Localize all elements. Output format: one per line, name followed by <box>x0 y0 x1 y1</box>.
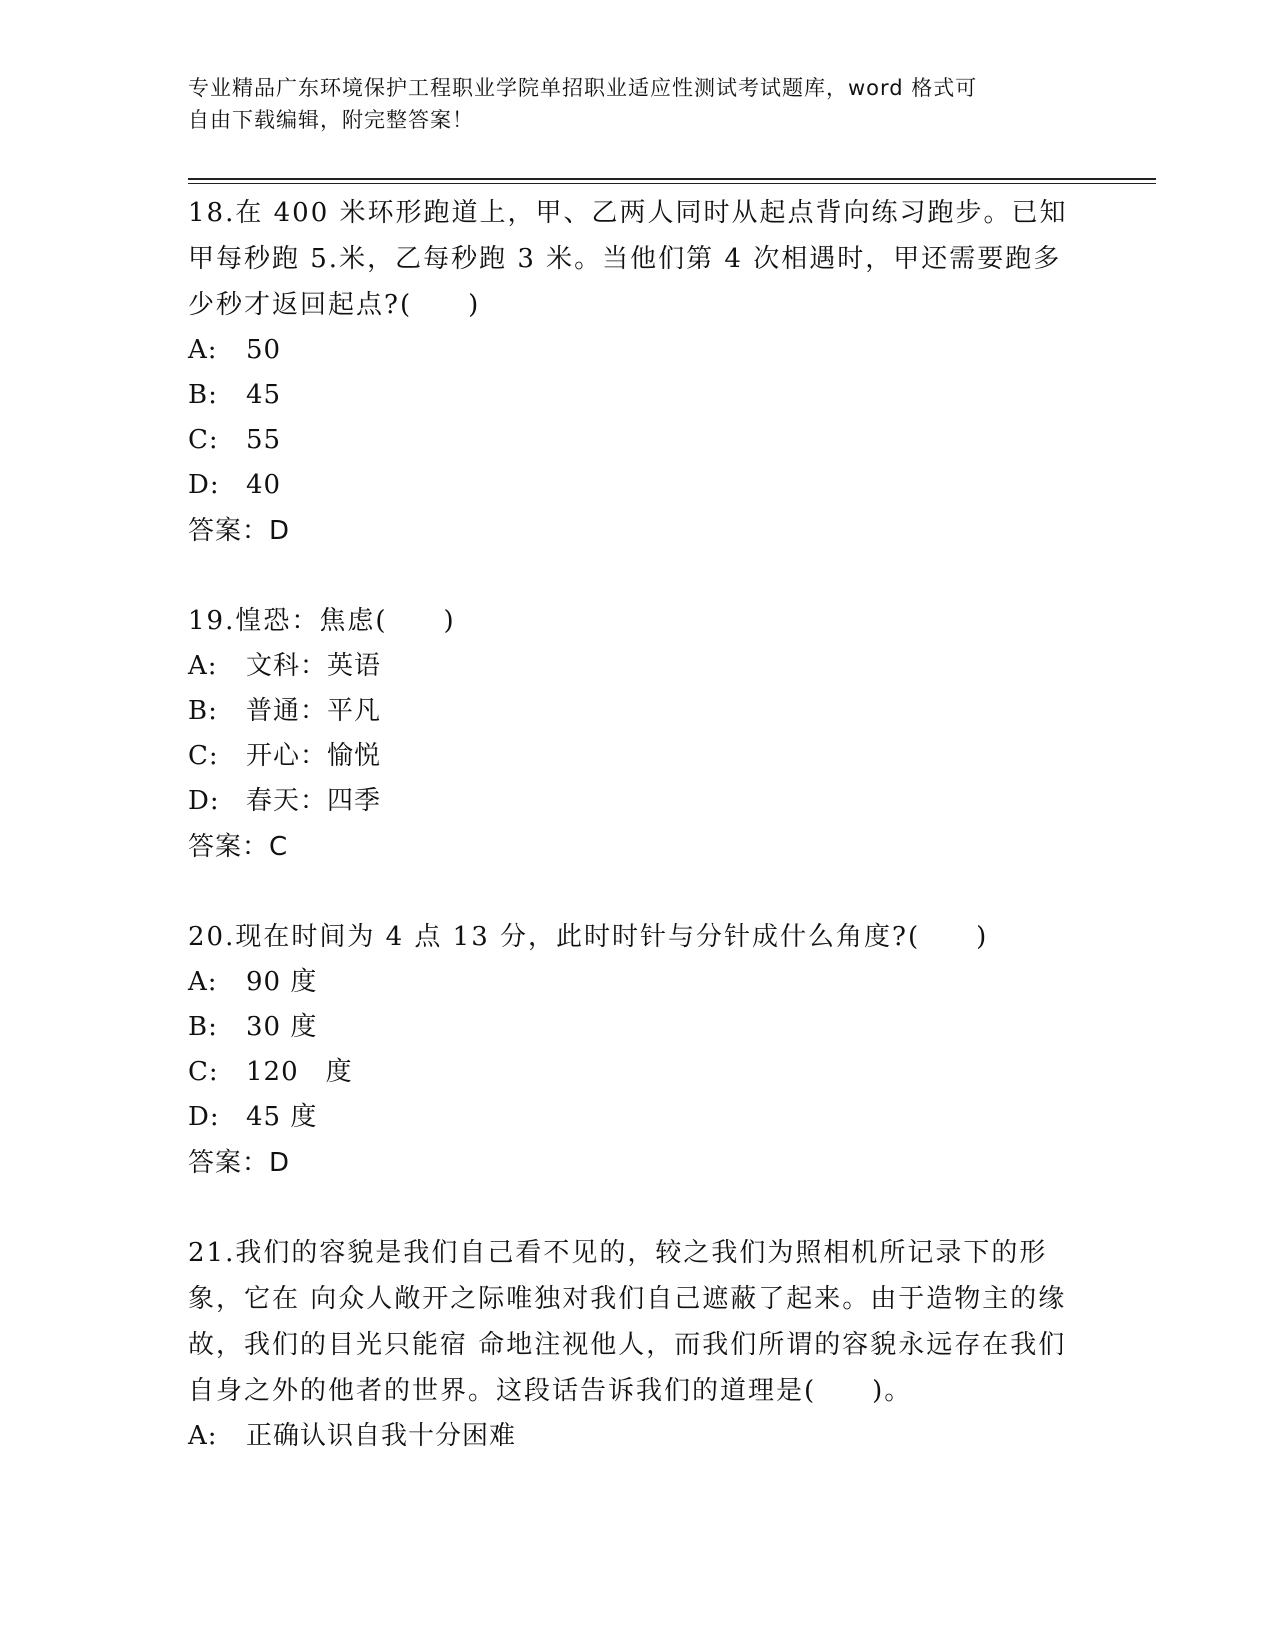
option-letter: B: <box>188 1012 218 1042</box>
option-d <box>188 463 1088 508</box>
option-letter: A: <box>188 1421 218 1451</box>
option-d <box>188 779 1088 824</box>
question-text: 20.现在时间为 4 点 13 分，此时时针与分针成什么角度?( ) <box>188 922 989 952</box>
option-c <box>188 734 1088 779</box>
question-21 <box>188 1230 1088 1459</box>
page-header <box>188 72 1088 136</box>
option-letter: B: <box>188 380 218 410</box>
option-text: 普通：平凡 <box>246 696 382 726</box>
option-text: 90 度 <box>246 967 318 997</box>
option-text: 50 <box>246 335 282 365</box>
option-letter: A: <box>188 651 218 681</box>
answer-line: 答案：C <box>188 832 289 862</box>
option-b <box>188 1005 1088 1050</box>
question-list <box>188 190 1088 1459</box>
option-text: 120 度 <box>246 1057 353 1087</box>
option-c <box>188 418 1088 463</box>
option-letter: C: <box>188 425 219 455</box>
option-letter: B: <box>188 696 218 726</box>
option-text: 45 度 <box>246 1102 318 1132</box>
option-text: 春天：四季 <box>246 786 382 816</box>
option-text: 正确认识自我十分困难 <box>246 1421 517 1451</box>
header-line-1: 专业精品广东环境保护工程职业学院单招职业适应性测试考试题库，word 格式可 <box>188 76 978 100</box>
answer-line: 答案：D <box>188 516 291 546</box>
option-letter: C: <box>188 741 219 771</box>
option-text: 40 <box>246 470 282 500</box>
header-line-2: 自由下载编辑，附完整答案！ <box>188 108 474 132</box>
question-20 <box>188 914 1088 1186</box>
option-letter: C: <box>188 1057 219 1087</box>
option-letter: D: <box>188 470 220 500</box>
option-text: 文科：英语 <box>246 651 382 681</box>
option-letter: D: <box>188 786 220 816</box>
question-text: 19.惶恐：焦虑( ) <box>188 606 456 636</box>
option-b <box>188 373 1088 418</box>
question-18 <box>188 190 1088 554</box>
option-d <box>188 1095 1088 1140</box>
option-a <box>188 960 1088 1005</box>
option-text: 开心：愉悦 <box>246 741 382 771</box>
question-text: 21.我们的容貌是我们自己看不见的，较之我们为照相机所记录下的形象，它在 向众人敞开之际唯独对我们自己遮蔽了起来。由于造物主的缘故，我们的目光只能宿 命地注视他人，而我们所谓的容貌永远存在我们自身之外的他者的世界。这段话告诉我们的道理是( )。 <box>188 1238 1067 1406</box>
question-text: 18.在 400 米环形跑道上，甲、乙两人同时从起点背向练习跑步。已知甲每秒跑 5.米，乙每秒跑 3 米。当他们第 4 次相遇时，甲还需要跑多少秒才返回起点?( ) <box>188 198 1068 320</box>
option-text: 30 度 <box>246 1012 318 1042</box>
option-c <box>188 1050 1088 1095</box>
option-a <box>188 1414 1088 1459</box>
option-letter: A: <box>188 967 218 997</box>
header-divider <box>188 178 1156 180</box>
header-divider-thin <box>188 183 1156 184</box>
option-text: 55 <box>246 425 282 455</box>
option-letter: D: <box>188 1102 220 1132</box>
answer-line: 答案：D <box>188 1148 291 1178</box>
option-text: 45 <box>246 380 282 410</box>
question-19 <box>188 598 1088 870</box>
option-b <box>188 689 1088 734</box>
option-letter: A: <box>188 335 218 365</box>
option-a <box>188 644 1088 689</box>
option-a <box>188 328 1088 373</box>
